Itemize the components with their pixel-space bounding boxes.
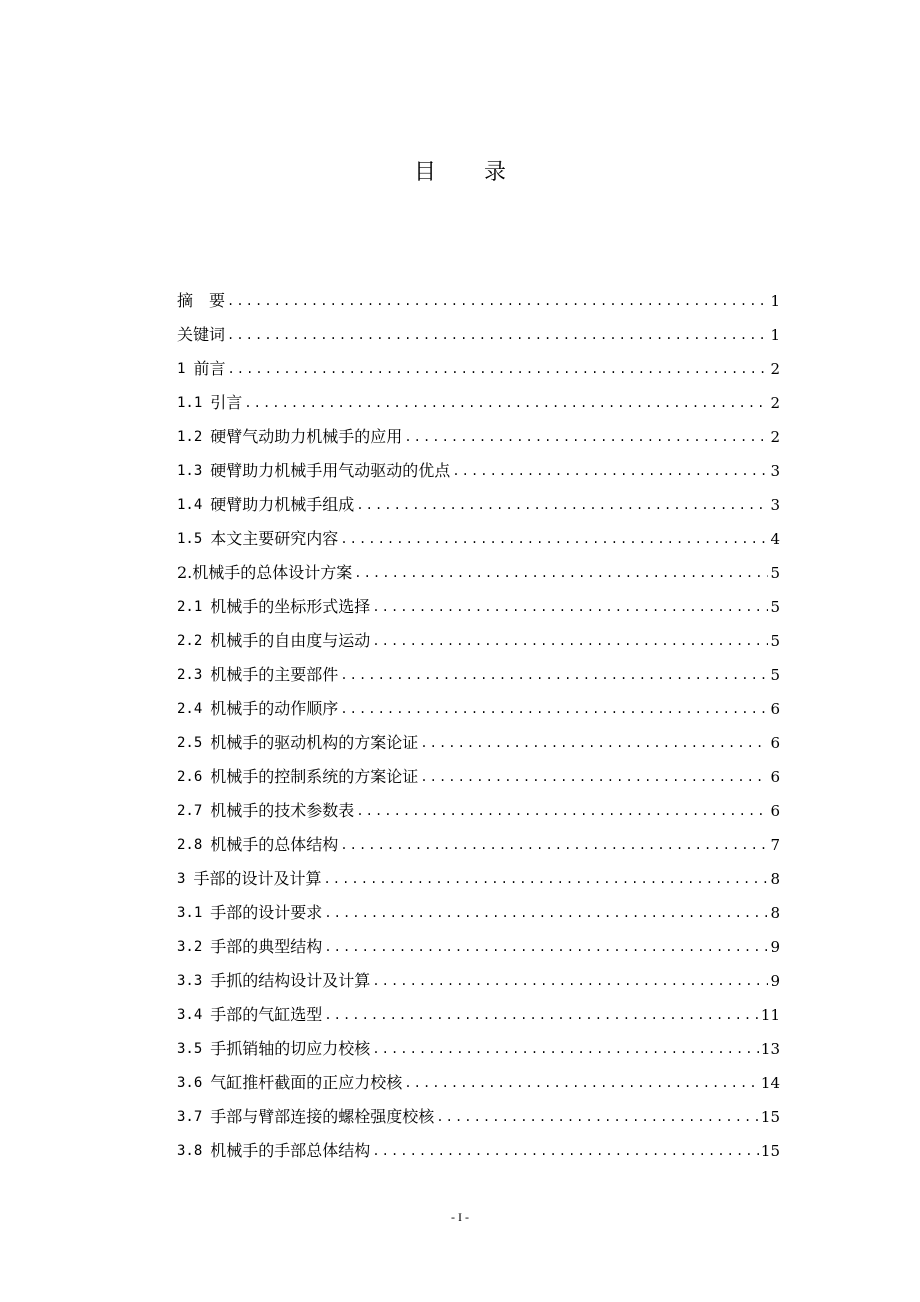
toc-entry-page: 9 <box>770 937 780 956</box>
toc-entry[interactable] <box>177 318 780 352</box>
toc-entry-page: 13 <box>760 1039 780 1058</box>
toc-entry-number: 3.5 <box>177 1041 203 1057</box>
toc-dot-leader <box>244 397 768 409</box>
page-title <box>0 155 920 186</box>
toc-entry-page: 3 <box>770 495 780 514</box>
toc-dot-leader <box>404 1077 759 1089</box>
toc-entry-title: 本文主要研究内容 <box>210 529 339 548</box>
toc-entry-page: 8 <box>770 903 780 922</box>
toc-entry-number: 1 <box>177 361 186 377</box>
toc-entry-title: 硬臂助力机械手用气动驱动的优点 <box>210 461 451 480</box>
toc-dot-leader <box>340 533 768 545</box>
toc-entry-page: 5 <box>770 597 780 616</box>
toc-entry-page: 15 <box>760 1141 780 1160</box>
toc-entry-title: 手部的设计及计算 <box>193 869 322 888</box>
toc-entry-title: 硬臂气动助力机械手的应用 <box>210 427 403 446</box>
toc-dot-leader <box>372 1145 759 1157</box>
toc-entry[interactable] <box>177 896 780 930</box>
toc-entry[interactable] <box>177 1100 780 1134</box>
toc-dot-leader <box>436 1111 759 1123</box>
toc-dot-leader <box>420 737 768 749</box>
toc-dot-leader <box>354 567 768 579</box>
toc-entry-title: 机械手的技术参数表 <box>210 801 355 820</box>
toc-entry-page: 6 <box>770 733 780 752</box>
toc-entry-page: 15 <box>760 1107 780 1126</box>
toc-dot-leader <box>356 805 768 817</box>
toc-entry[interactable] <box>177 488 780 522</box>
toc-dot-leader <box>340 669 768 681</box>
toc-entry-number: 3.2 <box>177 939 203 955</box>
table-of-contents <box>177 284 780 1168</box>
toc-entry-page: 2 <box>770 359 780 378</box>
toc-entry[interactable] <box>177 828 780 862</box>
toc-entry[interactable] <box>177 522 780 556</box>
toc-entry[interactable] <box>177 862 780 896</box>
toc-entry[interactable] <box>177 964 780 998</box>
toc-entry-number: 3.7 <box>177 1109 203 1125</box>
toc-dot-leader <box>323 873 768 885</box>
toc-dot-leader <box>372 975 768 987</box>
toc-entry-page: 4 <box>770 529 780 548</box>
toc-entry-page: 5 <box>770 665 780 684</box>
toc-entry[interactable] <box>177 1066 780 1100</box>
toc-entry-page: 1 <box>770 291 780 310</box>
toc-entry-page: 2 <box>770 393 780 412</box>
toc-entry-page: 3 <box>770 461 780 480</box>
toc-entry[interactable] <box>177 284 780 318</box>
toc-dot-leader <box>227 329 768 341</box>
toc-entry[interactable] <box>177 998 780 1032</box>
toc-dot-leader <box>356 499 768 511</box>
toc-entry-title: 前言 <box>193 359 226 378</box>
toc-entry-title: 手抓的结构设计及计算 <box>210 971 371 990</box>
toc-dot-leader <box>324 941 768 953</box>
toc-entry[interactable] <box>177 760 780 794</box>
toc-entry-title: 机械手的总体结构 <box>210 835 339 854</box>
toc-entry[interactable] <box>177 420 780 454</box>
toc-entry-number: 3.3 <box>177 973 203 989</box>
toc-entry-page: 14 <box>760 1073 780 1092</box>
toc-entry-number: 3.8 <box>177 1143 203 1159</box>
toc-dot-leader <box>420 771 768 783</box>
toc-entry-number: 1.5 <box>177 531 203 547</box>
toc-entry-number: 3.1 <box>177 905 203 921</box>
toc-entry[interactable] <box>177 1032 780 1066</box>
toc-entry-title: 手抓销轴的切应力校核 <box>210 1039 371 1058</box>
toc-entry-title: 关键词 <box>177 325 226 344</box>
toc-entry-page: 6 <box>770 767 780 786</box>
toc-entry-page: 5 <box>770 563 780 582</box>
toc-entry-page: 8 <box>770 869 780 888</box>
toc-entry-page: 5 <box>770 631 780 650</box>
toc-entry[interactable] <box>177 726 780 760</box>
toc-entry-title: 机械手的手部总体结构 <box>210 1141 371 1160</box>
toc-entry-title: 手部的气缸选型 <box>210 1005 323 1024</box>
toc-entry-title: 手部的典型结构 <box>210 937 323 956</box>
toc-dot-leader <box>227 295 768 307</box>
title-char-2: 录 <box>484 160 507 185</box>
toc-entry-number: 3 <box>177 871 186 887</box>
toc-entry[interactable] <box>177 658 780 692</box>
page-number: - I - <box>451 1210 469 1224</box>
toc-entry-page: 11 <box>760 1005 780 1024</box>
toc-entry-title: 气缸推杆截面的正应力校核 <box>210 1073 403 1092</box>
toc-entry[interactable] <box>177 624 780 658</box>
toc-entry-page: 6 <box>770 801 780 820</box>
toc-entry[interactable] <box>177 352 780 386</box>
toc-dot-leader <box>340 703 768 715</box>
toc-entry-title: 机械手的自由度与运动 <box>210 631 371 650</box>
toc-entry-number: 1.3 <box>177 463 203 479</box>
toc-dot-leader <box>324 1009 759 1021</box>
toc-entry-title: 机械手的主要部件 <box>210 665 339 684</box>
toc-entry-number: 2.7 <box>177 803 203 819</box>
toc-entry-number: 2.4 <box>177 701 203 717</box>
toc-entry-number: 1.1 <box>177 395 203 411</box>
toc-entry-number: 2.3 <box>177 667 203 683</box>
toc-entry-title: 手部的设计要求 <box>210 903 323 922</box>
toc-entry-page: 2 <box>770 427 780 446</box>
toc-entry[interactable] <box>177 386 780 420</box>
toc-entry-title: 机械手的坐标形式选择 <box>210 597 371 616</box>
toc-entry[interactable] <box>177 556 780 590</box>
toc-entry-title: 2.机械手的总体设计方案 <box>177 563 353 582</box>
toc-entry[interactable] <box>177 1134 780 1168</box>
toc-dot-leader <box>372 1043 759 1055</box>
toc-dot-leader <box>404 431 768 443</box>
toc-entry-title: 机械手的动作顺序 <box>210 699 339 718</box>
toc-entry-number: 1.2 <box>177 429 203 445</box>
toc-entry-number: 2.6 <box>177 769 203 785</box>
toc-dot-leader <box>324 907 768 919</box>
toc-dot-leader <box>227 363 768 375</box>
toc-entry-title: 硬臂助力机械手组成 <box>210 495 355 514</box>
title-char-1: 目 <box>413 160 436 185</box>
toc-entry-page: 6 <box>770 699 780 718</box>
toc-entry-page: 1 <box>770 325 780 344</box>
toc-entry-number: 3.4 <box>177 1007 203 1023</box>
toc-entry-number: 2.2 <box>177 633 203 649</box>
toc-entry-page: 7 <box>770 835 780 854</box>
toc-entry-number: 2.1 <box>177 599 203 615</box>
toc-entry-title: 手部与臂部连接的螺栓强度校核 <box>210 1107 435 1126</box>
toc-dot-leader <box>372 601 768 613</box>
toc-dot-leader <box>340 839 768 851</box>
toc-entry[interactable] <box>177 692 780 726</box>
toc-entry-number: 2.8 <box>177 837 203 853</box>
toc-entry-page: 9 <box>770 971 780 990</box>
toc-entry-title: 机械手的驱动机构的方案论证 <box>210 733 419 752</box>
toc-entry-number: 3.6 <box>177 1075 203 1091</box>
toc-entry[interactable] <box>177 454 780 488</box>
toc-entry[interactable] <box>177 590 780 624</box>
toc-entry[interactable] <box>177 930 780 964</box>
toc-entry-title: 机械手的控制系统的方案论证 <box>210 767 419 786</box>
toc-dot-leader <box>452 465 768 477</box>
toc-entry-number: 1.4 <box>177 497 203 513</box>
toc-entry-title: 引言 <box>210 393 243 412</box>
toc-entry[interactable] <box>177 794 780 828</box>
toc-dot-leader <box>372 635 768 647</box>
toc-entry-number: 2.5 <box>177 735 203 751</box>
toc-entry-title: 摘 要 <box>177 291 226 310</box>
